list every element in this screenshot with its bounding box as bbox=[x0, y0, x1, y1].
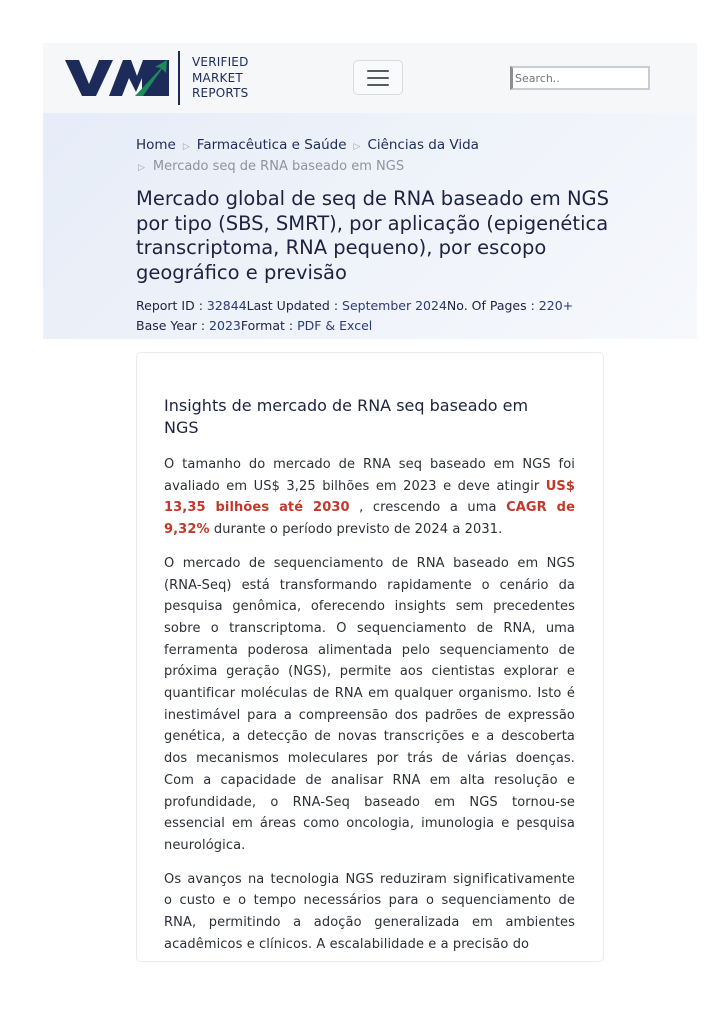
logo-wordmark[interactable] bbox=[192, 55, 249, 102]
insights-paragraph-3: Os avanços na tecnologia NGS reduziram significativamente o custo e o tempo necessários para o sequenciamento de RNA, permitindo a adoção generalizada em ambientes acadêmicos e clínicos. A escalabilidade e a precisão do bbox=[164, 871, 575, 952]
insights-paragraph-2: O mercado de sequenciamento de RNA baseado em NGS (RNA-Seq) está transformando rapidamente o cenário da pesquisa genômica, oferecendo insights sem precedentes sobre o transcriptoma. O sequenciamento de RNA, uma ferramenta poderosa alimentada pelo sequenciamento de próxima geração (NGS), permite aos cientistas explorar e quantificar moléculas de RNA em qualquer organismo. Isto é inestimável para a compreensão dos padrões de expressão genética, a detecção de novas transcrições e a descoberta dos mecanismos moleculares por trás de várias doenças. Com a capacidade de analisar RNA em alta resolução e profundidade, o RNA-Seq baseado em NGS tornou-se essencial em áreas como oncologia, imunologia e pesquisa neurológica. bbox=[164, 555, 575, 853]
hamburger-menu-button[interactable] bbox=[353, 60, 403, 95]
search-input[interactable] bbox=[510, 66, 650, 90]
report-meta bbox=[136, 296, 573, 336]
insights-body bbox=[164, 454, 575, 962]
p1-text-end: durante o período previsto de 2024 a 2031. bbox=[209, 522, 503, 538]
format-label: Format : bbox=[240, 318, 298, 333]
report-hero bbox=[43, 113, 697, 339]
breadcrumb-separator-icon: ▷ bbox=[182, 142, 190, 152]
logo-line-reports: REPORTS bbox=[192, 86, 249, 100]
report-meta-row-2 bbox=[136, 316, 573, 336]
base-year-value: 2023 bbox=[209, 318, 241, 333]
report-meta-row-1 bbox=[136, 296, 573, 316]
breadcrumb-separator-icon: ▷ bbox=[138, 163, 145, 173]
report-id-value: 32844 bbox=[206, 298, 247, 313]
logo-line-market: MARKET bbox=[192, 70, 243, 85]
breadcrumb-separator-icon: ▷ bbox=[353, 142, 361, 152]
breadcrumb bbox=[136, 137, 479, 153]
breadcrumb-current-row bbox=[138, 159, 404, 174]
vmr-logo-icon[interactable] bbox=[65, 58, 169, 98]
insights-paragraph-1 bbox=[164, 454, 575, 541]
pages-label: No. Of Pages : bbox=[446, 298, 539, 313]
logo-divider bbox=[178, 51, 180, 105]
logo-line-verified: VERIFIED bbox=[192, 55, 249, 69]
pages-value: 220+ bbox=[538, 298, 574, 313]
page-title: Mercado global de seq de RNA baseado em NGS por tipo (SBS, SMRT), por aplicação (epigenética transcriptoma, RNA pequeno), por escopo geográfico e previsão bbox=[136, 187, 610, 284]
breadcrumb-home[interactable]: Home bbox=[136, 137, 176, 153]
breadcrumb-current: Mercado seq de RNA baseado em NGS bbox=[152, 159, 405, 174]
report-id-label: Report ID : bbox=[136, 298, 207, 313]
insights-card bbox=[136, 352, 604, 962]
cagr-highlight: CAGR de 9,32% bbox=[164, 500, 575, 538]
last-updated-value: September 2024 bbox=[342, 298, 447, 313]
p1-text-start: O tamanho do mercado de RNA seq baseado em NGS foi avaliado em US$ 3,25 bilhões em 2023 e deve atingir bbox=[164, 457, 575, 494]
last-updated-label: Last Updated : bbox=[246, 298, 343, 313]
insights-heading: Insights de mercado de RNA seq baseado em NGS bbox=[164, 396, 529, 437]
format-value: PDF & Excel bbox=[297, 318, 373, 333]
p1-text-middle: , crescendo a uma bbox=[349, 500, 507, 516]
breadcrumb-life-sciences[interactable]: Ciências da Vida bbox=[367, 137, 479, 153]
site-header bbox=[43, 43, 697, 114]
base-year-label: Base Year : bbox=[136, 318, 210, 333]
breadcrumb-pharma[interactable]: Farmacêutica e Saúde bbox=[196, 137, 347, 153]
market-size-highlight: US$ 13,35 bilhões até 2030 bbox=[164, 478, 575, 516]
